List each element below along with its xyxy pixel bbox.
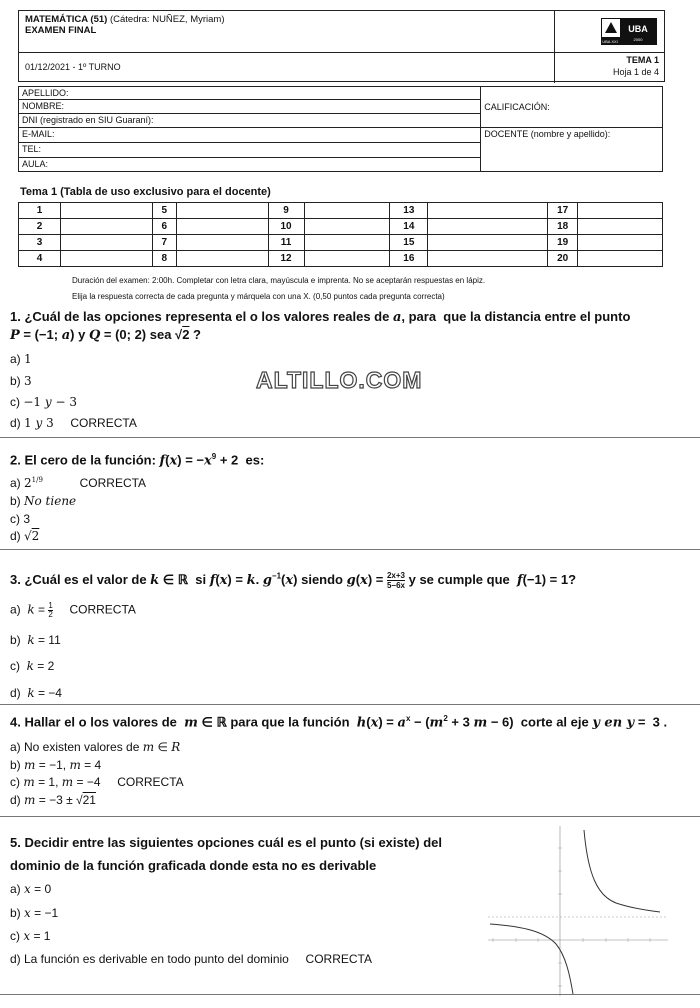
q1-option-a[interactable]: a) 1 xyxy=(10,352,32,366)
grid-number: 13 xyxy=(390,203,428,219)
field-dni[interactable]: DNI (registrado en SIU Guaraní): xyxy=(19,113,481,127)
grid-number: 3 xyxy=(19,235,61,251)
grid-number: 5 xyxy=(152,203,176,219)
q5-option-c[interactable]: c) x = 1 xyxy=(10,929,51,943)
separator xyxy=(0,816,700,817)
tema-cell xyxy=(555,53,665,83)
grid-answer-cell[interactable] xyxy=(304,251,390,267)
uba-logo-icon xyxy=(601,18,657,45)
q3-option-c[interactable]: c) k = 2 xyxy=(10,659,55,673)
separator xyxy=(0,437,700,438)
grid-answer-cell[interactable] xyxy=(304,203,390,219)
instruction-duration: Duración del examen: 2:00h. Completar con letra clara, mayúscula e imprenta. No se aceptarán respuestas en lápiz. xyxy=(72,276,486,285)
grid-row xyxy=(19,219,663,235)
grid-answer-cell[interactable] xyxy=(176,203,268,219)
question-3-title: 3. ¿Cuál es el valor de k ∈ ℝ si f(x) = k. $g^{-1}(x)$ siendo g(x) = $\frac{2x+3}{5-6x}$ y se cumple que f(−1) = 1? xyxy=(10,571,577,590)
field-docente[interactable]: DOCENTE (nombre y apellido): xyxy=(481,127,663,171)
date-cell xyxy=(19,53,555,83)
grid-answer-cell[interactable] xyxy=(578,251,663,267)
exam-type: EXAMEN FINAL xyxy=(25,25,97,36)
question-1-title-cont: P = (−1; a) y Q = (0; 2) sea √2 ? xyxy=(10,327,201,343)
q3-option-b[interactable]: b) k = 11 xyxy=(10,633,61,647)
field-tel[interactable]: TEL: xyxy=(19,143,481,157)
function-graph xyxy=(488,826,668,996)
exam-header xyxy=(18,10,665,82)
grid-row xyxy=(19,251,663,267)
tema-label: TEMA 1 xyxy=(626,55,659,65)
q5-option-d[interactable]: d) La función es derivable en todo punto del dominio CORRECTA xyxy=(10,952,372,966)
grid-number: 1 xyxy=(19,203,61,219)
grid-number: 11 xyxy=(268,235,304,251)
page-count: Hoja 1 de 4 xyxy=(612,67,659,77)
grid-number: 6 xyxy=(152,219,176,235)
correct-label: CORRECTA xyxy=(70,416,137,430)
exam-date: 01/12/2021 - 1º TURNO xyxy=(25,62,121,72)
question-4-title: 4. Hallar el o los valores de m ∈ ℝ para que la función $h(x) = a^x - (m^2 + 3$ m − 6) corte al eje y en y = 3 . xyxy=(10,714,668,731)
grid-number: 4 xyxy=(19,251,61,267)
field-email[interactable]: E-MAIL: xyxy=(19,127,481,142)
separator xyxy=(0,994,700,995)
grid-answer-cell[interactable] xyxy=(578,203,663,219)
q4-option-c[interactable]: c) m = 1, m = −4 CORRECTA xyxy=(10,775,184,789)
question-5-title: 5. Decidir entre las siguientes opciones cuál es el punto (si existe) del xyxy=(10,835,443,850)
grid-number: 17 xyxy=(548,203,578,219)
q5-option-a[interactable]: a) x = 0 xyxy=(10,882,52,896)
question-2-title: 2. El cero de la función: $f(x) = -x^9 + 2$ es: xyxy=(10,452,265,469)
q5-option-b[interactable]: b) x = −1 xyxy=(10,906,59,920)
answer-grid xyxy=(18,202,663,267)
q3-option-a[interactable]: a) k = $\frac{1}{2}$ CORRECTA xyxy=(10,601,136,619)
grid-answer-cell[interactable] xyxy=(304,219,390,235)
grid-number: 20 xyxy=(548,251,578,267)
graph-curve-right xyxy=(584,830,660,912)
student-form xyxy=(18,86,663,172)
grid-answer-cell[interactable] xyxy=(60,219,152,235)
q2-option-a[interactable]: a) $2^{1/9}$ CORRECTA xyxy=(10,476,147,490)
separator xyxy=(0,704,700,705)
q4-option-a[interactable]: a) No existen valores de m ∈ R xyxy=(10,740,181,754)
grid-number: 14 xyxy=(390,219,428,235)
grid-answer-cell[interactable] xyxy=(176,251,268,267)
question-5-title-cont: dominio de la función graficada donde esta no es derivable xyxy=(10,858,377,873)
q4-option-d[interactable]: d) m = −3 ± √21 xyxy=(10,793,96,807)
grid-number: 9 xyxy=(268,203,304,219)
q1-option-d[interactable]: d) 1 y 3 CORRECTA xyxy=(10,416,137,430)
grid-number: 18 xyxy=(548,219,578,235)
q2-option-b[interactable]: b) No tiene xyxy=(10,494,77,508)
grid-answer-cell[interactable] xyxy=(428,251,548,267)
grid-number: 15 xyxy=(390,235,428,251)
grid-number: 2 xyxy=(19,219,61,235)
correct-label: CORRECTA xyxy=(305,952,372,966)
grid-title: Tema 1 (Tabla de uso exclusivo para el docente) xyxy=(20,186,271,198)
chair: (Cátedra: NUÑEZ, Myriam) xyxy=(109,14,225,25)
watermark: ALTILLO.COM xyxy=(256,367,423,393)
grid-answer-cell[interactable] xyxy=(578,219,663,235)
instruction-answer: Elija la respuesta correcta de cada pregunta y márquela con una X. (0,50 puntos cada pregunta correcta) xyxy=(72,292,445,301)
grid-number: 7 xyxy=(152,235,176,251)
grid-answer-cell[interactable] xyxy=(428,235,548,251)
grid-answer-cell[interactable] xyxy=(578,235,663,251)
field-calificacion[interactable]: CALIFICACIÓN: xyxy=(481,87,663,128)
grid-number: 19 xyxy=(548,235,578,251)
logo-cell xyxy=(555,11,665,53)
grid-answer-cell[interactable] xyxy=(428,203,548,219)
header-title-cell xyxy=(19,11,555,53)
q1-option-b[interactable]: b) 3 xyxy=(10,374,32,388)
q3-option-d[interactable]: d) k = −4 xyxy=(10,686,62,700)
grid-number: 12 xyxy=(268,251,304,267)
q2-option-c[interactable]: c) 3 xyxy=(10,512,31,526)
grid-answer-cell[interactable] xyxy=(304,235,390,251)
grid-number: 16 xyxy=(390,251,428,267)
correct-label: CORRECTA xyxy=(79,476,147,490)
grid-answer-cell[interactable] xyxy=(176,219,268,235)
grid-answer-cell[interactable] xyxy=(428,219,548,235)
grid-answer-cell[interactable] xyxy=(176,235,268,251)
correct-label: CORRECTA xyxy=(69,602,136,617)
field-apellido[interactable]: APELLIDO: xyxy=(19,87,481,100)
svg-text:2000: 2000 xyxy=(633,37,643,42)
field-nombre[interactable]: NOMBRE: xyxy=(19,100,481,113)
grid-number: 8 xyxy=(152,251,176,267)
grid-answer-cell[interactable] xyxy=(60,203,152,219)
svg-text:UBA XXI: UBA XXI xyxy=(602,39,618,44)
question-1-title: 1. ¿Cuál de las opciones representa el o los valores reales de a, para que la distancia entre el punto xyxy=(10,309,631,325)
uba-logo xyxy=(601,18,657,45)
graph-curve-left xyxy=(490,924,573,994)
correct-label: CORRECTA xyxy=(117,775,184,789)
separator xyxy=(0,549,700,550)
q1-option-c[interactable]: c) −1 y − 3 xyxy=(10,395,77,409)
q4-option-b[interactable]: b) m = −1, m = 4 xyxy=(10,758,102,772)
q2-option-d[interactable]: d) √2 xyxy=(10,529,40,543)
subject: MATEMÁTICA (51) xyxy=(25,14,108,25)
grid-number: 10 xyxy=(268,219,304,235)
grid-row xyxy=(19,235,663,251)
field-aula[interactable]: AULA: xyxy=(19,157,481,171)
grid-answer-cell[interactable] xyxy=(60,235,152,251)
svg-text:UBA: UBA xyxy=(628,24,648,34)
grid-answer-cell[interactable] xyxy=(60,251,152,267)
grid-row xyxy=(19,203,663,219)
